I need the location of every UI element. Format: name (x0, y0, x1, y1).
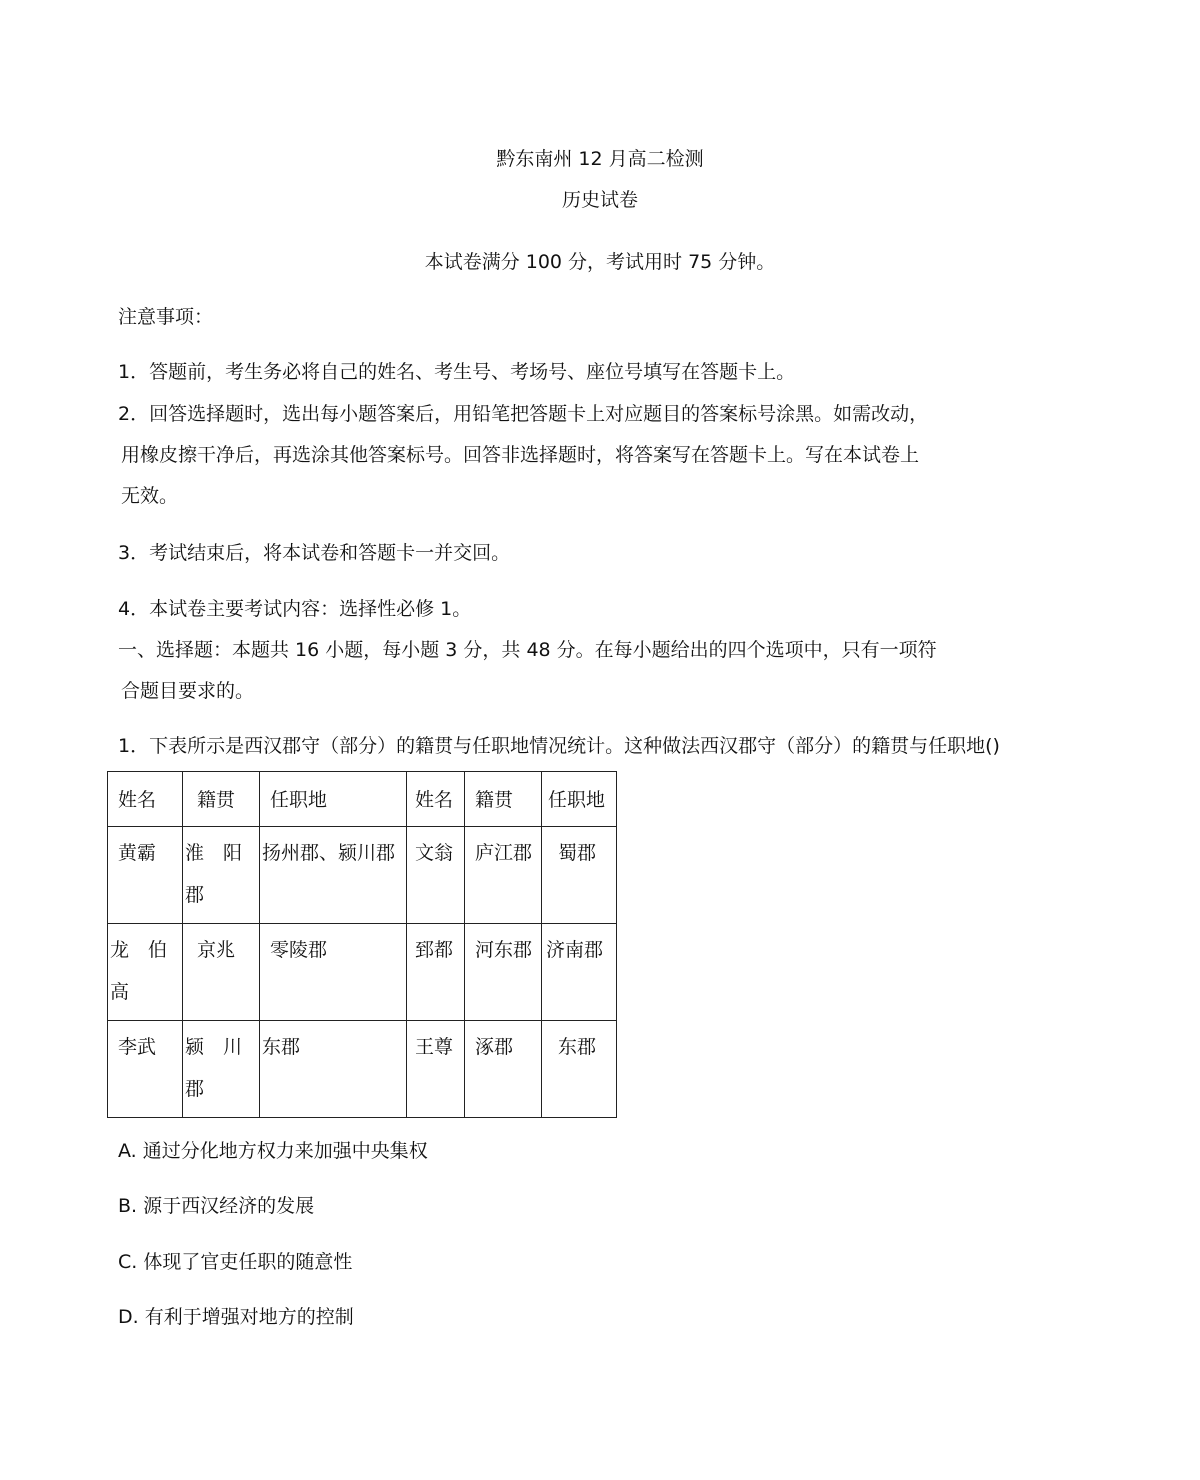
option-d[interactable]: D. 有利于增强对地方的控制 (118, 1306, 354, 1328)
table-cell: 东郡 (260, 1021, 407, 1118)
section-heading-continued: 合题目要求的。 (121, 680, 255, 702)
notice-heading: 注意事项： (118, 306, 214, 328)
table-header-cell: 姓名 (108, 772, 183, 827)
table-header-cell: 籍贯 (183, 772, 260, 827)
table-cell: 庐江郡 (465, 827, 542, 924)
table-header-row (108, 772, 617, 827)
table-cell: 扬州郡、颍川郡 (260, 827, 407, 924)
table-header-cell: 任职地 (260, 772, 407, 827)
table-cell: 郅都 (407, 924, 465, 1021)
notice-item-continued: 无效。 (121, 485, 179, 507)
table-cell: 淮 阳郡 (183, 827, 260, 924)
table-header-cell: 任职地 (542, 772, 617, 827)
table-cell: 李武 (108, 1021, 183, 1118)
notice-item: 2．回答选择题时，选出每小题答案后，用铅笔把答题卡上对应题目的答案标号涂黑。如需改动， (118, 403, 929, 425)
table-cell: 河东郡 (465, 924, 542, 1021)
table-cell: 文翁 (407, 827, 465, 924)
table-cell: 京兆 (183, 924, 260, 1021)
table-cell: 零陵郡 (260, 924, 407, 1021)
option-b[interactable]: B. 源于西汉经济的发展 (118, 1195, 315, 1217)
notice-item: 4．本试卷主要考试内容：选择性必修 1。 (118, 598, 472, 620)
table-cell: 蜀郡 (542, 827, 617, 924)
table-cell: 涿郡 (465, 1021, 542, 1118)
table-cell: 济南郡 (542, 924, 617, 1021)
option-a[interactable]: A. 通过分化地方权力来加强中央集权 (118, 1140, 428, 1162)
exam-info: 本试卷满分 100 分，考试用时 75 分钟。 (424, 251, 776, 273)
notice-item-continued: 用橡皮擦干净后，再选涂其他答案标号。回答非选择题时，将答案写在答题卡上。写在本试卷上 (121, 444, 920, 466)
table-header-cell: 籍贯 (465, 772, 542, 827)
table-row (108, 1021, 617, 1118)
table-cell: 龙 伯高 (108, 924, 183, 1021)
exam-title: 黔东南州 12 月高二检测 (496, 148, 704, 170)
table-header-cell: 姓名 (407, 772, 465, 827)
table-cell: 东郡 (542, 1021, 617, 1118)
table-cell: 颍 川郡 (183, 1021, 260, 1118)
table-cell: 王尊 (407, 1021, 465, 1118)
table-row (108, 827, 617, 924)
table-row (108, 924, 617, 1021)
notice-item: 3．考试结束后，将本试卷和答题卡一并交回。 (118, 542, 511, 564)
option-c[interactable]: C. 体现了官吏任职的随意性 (118, 1251, 353, 1273)
table-cell: 黄霸 (108, 827, 183, 924)
data-table (107, 771, 617, 1118)
exam-subtitle: 历史试卷 (561, 189, 638, 211)
section-heading: 一、选择题：本题共 16 小题，每小题 3 分，共 48 分。在每小题给出的四个选项中，只有一项符 (118, 639, 937, 661)
notice-item: 1．答题前，考生务必将自己的姓名、考生号、考场号、座位号填写在答题卡上。 (118, 361, 796, 383)
question-stem: 1．下表所示是西汉郡守（部分）的籍贯与任职地情况统计。这种做法西汉郡守（部分）的籍贯与任职地() (118, 735, 1000, 757)
